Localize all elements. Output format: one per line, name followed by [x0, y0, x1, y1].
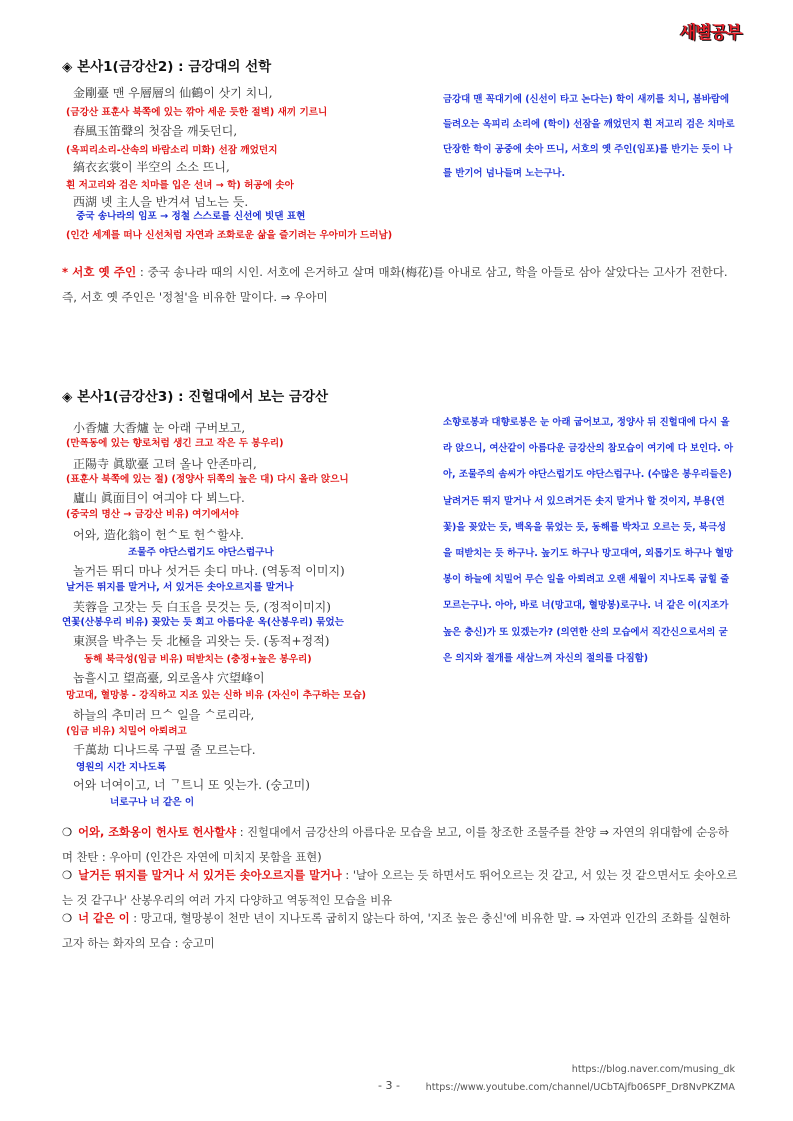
bullet-item [62, 907, 738, 956]
gloss-line: 동해 북극성(임금 비유) 떠받치는 (충정+높은 봉우리) [84, 654, 312, 665]
poem-line: 春風玉笛聲의 첫잠을 깨돗던디, [73, 124, 238, 138]
page-number: - 3 - [378, 1079, 400, 1092]
bullet-label: 너 같은 이 [78, 912, 130, 925]
poem-line: 어와, 造化翁이 헌ᄉ토 헌ᄉ할샤. [73, 528, 244, 542]
section-1-translation: 금강대 맨 꼭대기에 (신선이 타고 논다는) 학이 새끼를 치니, 봄바람에 들려오는 옥피리 소리에 (학이) 선잠을 깨었던지 흰 저고리 검은 치마로 단장한 학이 공중에 솟아 뜨니, 서호의 옛 주인(임포)를 반기는 듯이 나를 반기어 넘나들며 노는구나. [443, 94, 735, 180]
circle-bullet-icon: ❍ [62, 826, 73, 839]
gloss-line: 날거든 뛰지를 말거나, 서 있거든 솟아오르지를 말거나 [66, 582, 294, 593]
bullet-text: : '날아 오르는 듯 하면서도 뛰어오르는 것 같고, 서 있는 것 같으면서도 솟아오르는 것 같구나' 산봉우리의 여러 가지 다양하고 역동적인 모습을 비유 [62, 869, 738, 907]
gloss-line: (옥피리소리-산속의 바람소리 미화) 선잠 깨었던지 [66, 145, 278, 156]
bullet-label: 어와, 조화옹이 헌사토 헌사할샤 [78, 826, 237, 839]
poem-line: 縞衣玄裳이 半空의 소소 뜨니, [73, 160, 230, 174]
gloss-line: (중국의 명산 → 금강산 비유) 여기에서야 [66, 509, 239, 520]
gloss-line: 연꽃(산봉우리 비유) 꽂았는 듯 희고 아름다운 옥(산봉우리) 묶었는 [62, 617, 344, 628]
poem-line: 金剛臺 맨 우層層의 仙鶴이 삿기 치니, [73, 86, 273, 100]
poem-line: 正陽寺 眞歇臺 고텨 올나 안존마리, [73, 457, 257, 471]
bullet-label: 날거든 뛰지를 말거나 서 있거든 솟아오르지를 말거나 [78, 869, 342, 882]
bullet-item [62, 821, 738, 870]
gloss-line: 흰 저고리와 검은 치마를 입은 선녀 → 학) 허공에 솟아 [66, 180, 294, 191]
poem-line: 놉흘시고 望高臺, 외로올샤 穴望峰이 [73, 671, 265, 685]
poem-line: 千萬劫 디나드록 구필 줄 모르는다. [73, 743, 256, 757]
poem-line: 하늘의 추미러 므ᄉ 일을 ᄉ로리라, [73, 708, 255, 722]
section-2-title: ◈ 본사1(금강산3) : 진헐대에서 보는 금강산 [62, 389, 329, 405]
poem-line: 東溟을 박추는 듯 北極을 괴왓는 듯. (동적+정적) [73, 634, 330, 648]
section-2-translation: 소향로봉과 대향로봉은 눈 아래 굽어보고, 정양사 뒤 진헐대에 다시 올라 앉으니, 여산같이 아름다운 금강산의 참모습이 여기에 다 보인다. 아아, 조물주의 솜씨가 야단스럽기도 야단스럽구나. (수많은 봉우리들은) 날려거든 뛰지 말거나 서 있으려거든 솟지 말거나 할 것이지, 부용(연꽃)을 꽂았는 듯, 백옥을 묶었는 듯, 동해를 박차고 오르는 듯, 북극성을 떠받치는 듯 하구나. 높기도 하구나 망고대여, 외롭기도 하구나 혈망봉이 하늘에 치밀어 무슨 일을 아뢰려고 오랜 세월이 지나도록 굽힐 줄 모르는구나. 아아, 바로 너(망고대, 혈망봉)로구나. 너 같은 이(지조가 높은 충신)가 또 있겠는가? (의연한 산의 모습에서 직간신으로서의 굳은 의지와 절개를 새삼느껴 자신의 절의를 다짐함) [443, 417, 734, 664]
poem-line: 小香爐 大香爐 눈 아래 구버보고, [73, 421, 246, 435]
gloss-line: 망고대, 혈망봉 - 강직하고 지조 있는 신하 비유 (자신이 추구하는 모습) [66, 690, 367, 701]
gloss-line: 조물주 야단스럽기도 야단스럽구나 [128, 547, 274, 558]
section-1-title: ◈ 본사1(금강산2) : 금강대의 선학 [62, 59, 272, 75]
gloss-line: 영원의 시간 지나도록 [76, 762, 167, 773]
bullet-item [62, 864, 738, 913]
blog-link[interactable]: https://blog.naver.com/musing_dk [571, 1064, 735, 1075]
poem-line: 芙蓉을 고잣는 듯 白玉을 믓것는 듯, (정적이미지) [73, 600, 331, 614]
poem-line: 어와 너여이고, 너 ᄀ트니 또 잇는가. (숭고미) [73, 778, 310, 792]
youtube-link[interactable]: https://www.youtube.com/channel/UCbTAjfb06SPF_Dr8NvPKZMA [425, 1082, 735, 1093]
gloss-line: (인간 세계를 떠나 신선처럼 자연과 조화로운 삶을 즐기려는 우아미가 드러남) [66, 230, 393, 241]
bullet-text: : 망고대, 혈망봉이 천만 년이 지나도록 굽히지 않는다 하여, '지조 높은 충신'에 비유한 말. ⇒ 자연과 인간의 조화를 실현하고자 하는 화자의 모습 : 숭고미 [62, 912, 731, 950]
gloss-line: (임금 비유) 치밀어 아뢰려고 [66, 726, 187, 737]
gloss-line: (만폭동에 있는 향로처럼 생긴 크고 작은 두 봉우리) [66, 438, 284, 449]
circle-bullet-icon: ❍ [62, 869, 73, 882]
gloss-line: 너로구나 너 같은 이 [110, 797, 195, 808]
section-1-note [62, 260, 742, 310]
poem-line: 놀거든 뛰디 마나 섯거든 솟디 마나. (역동적 이미지) [73, 564, 345, 578]
gloss-line: (표훈사 북쪽에 있는 절) (정양사 뒤쪽의 높은 대) 다시 올라 앉으니 [66, 474, 349, 485]
note-text: : 중국 송나라 때의 시인. 서호에 은거하고 살며 매화(梅花)를 아내로 삼고, 학을 아들로 삼아 살았다는 고사가 전한다. 즉, 서호 옛 주인은 '정철'을 비유한 말이다. ⇒ 우아미 [62, 265, 728, 304]
gloss-line: 중국 송나라의 임포 → 정철 스스로를 신선에 빗댄 표현 [76, 211, 306, 222]
gloss-line: (금강산 표훈사 북쪽에 있는 깎아 세운 듯한 절벽) 새끼 기르니 [66, 107, 328, 118]
brand-logo: 새별공부 [680, 23, 742, 43]
circle-bullet-icon: ❍ [62, 912, 73, 925]
poem-line: 廬山 眞面目이 여긔야 다 뵈느다. [73, 491, 245, 505]
note-label: * 서호 옛 주인 [62, 265, 137, 279]
bullet-text: : 진헐대에서 금강산의 아름다운 모습을 보고, 이를 창조한 조물주를 찬양 ⇒ 자연의 위대함에 순응하며 찬탄 : 우아미 (인간은 자연에 미치지 못함을 표현) [62, 826, 729, 864]
poem-line: 西湖 녯 主人을 반겨셔 넘노는 듯. [73, 195, 249, 209]
